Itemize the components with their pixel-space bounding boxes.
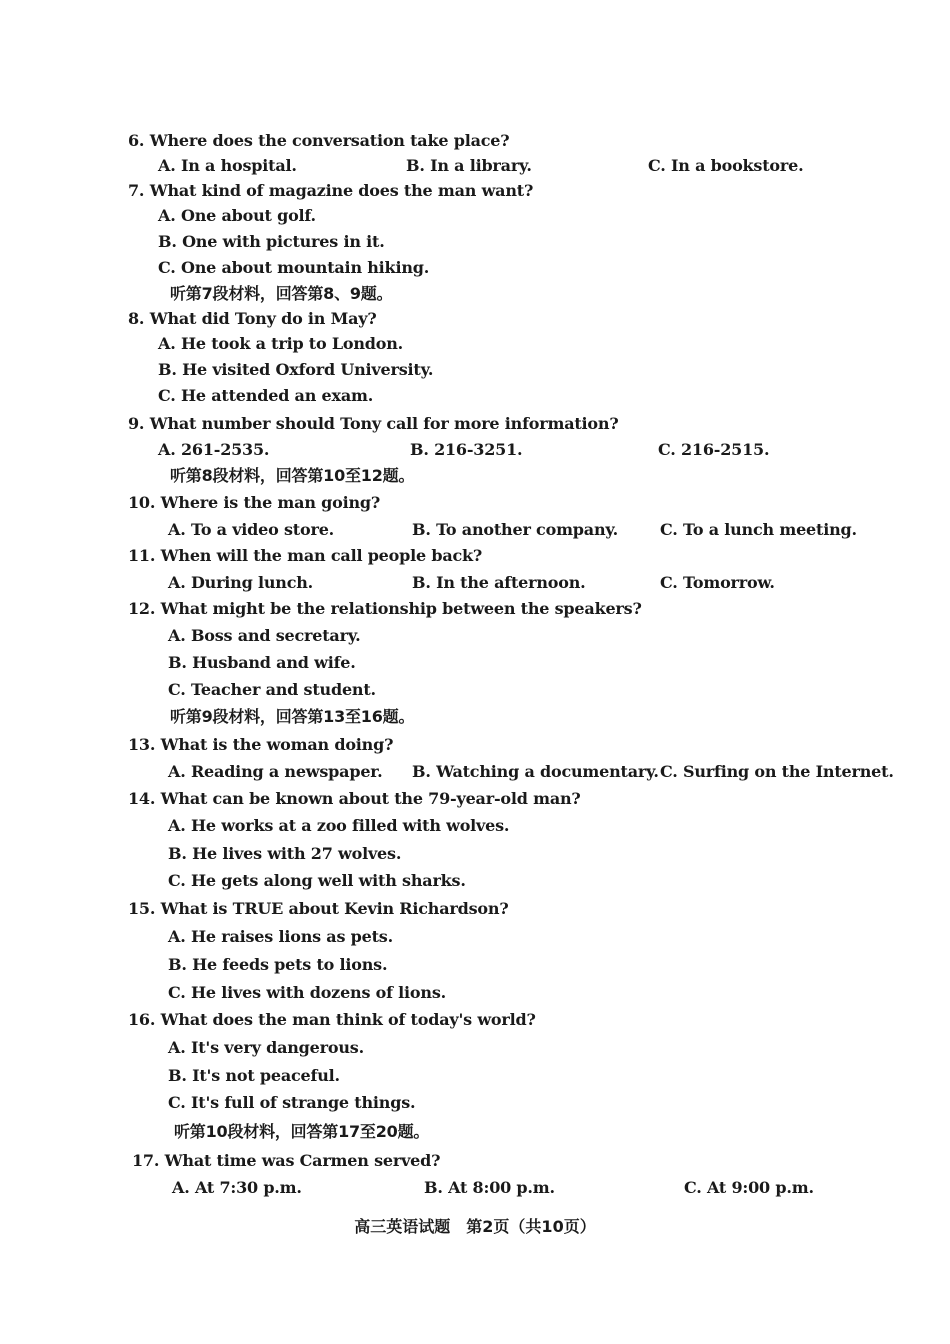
- section-note-8: 听第8段材料，回答第10至12题。: [170, 466, 415, 485]
- option-c: C. In a bookstore.: [648, 156, 804, 175]
- question-number: 11.: [128, 546, 156, 565]
- question-number: 16.: [128, 1010, 156, 1029]
- question-11-stem: [128, 546, 482, 566]
- question-text: Where does the conversation take place?: [149, 131, 510, 150]
- question-13-stem: [128, 735, 393, 755]
- option-c: C. Tomorrow.: [660, 573, 775, 592]
- option-c: C. Surfing on the Internet.: [660, 762, 894, 781]
- option-c: C. To a lunch meeting.: [660, 520, 857, 539]
- question-text: What might be the relationship between the speakers?: [160, 599, 642, 618]
- option-a: A. He took a trip to London.: [158, 334, 404, 353]
- option-c: C. He lives with dozens of lions.: [168, 983, 447, 1002]
- question-14-stem: [128, 789, 581, 809]
- question-text: What can be known about the 79-year-old man?: [160, 789, 581, 808]
- section-note-10: 听第10段材料，回答第17至20题。: [174, 1122, 430, 1141]
- question-text: What does the man think of today's world?: [160, 1010, 536, 1029]
- option-c: C. 216-2515.: [658, 440, 770, 459]
- question-number: 9.: [128, 414, 145, 433]
- section-note-7: 听第7段材料，回答第8、9题。: [170, 284, 393, 303]
- option-b: B. It's not peaceful.: [168, 1066, 340, 1085]
- option-a: A. He works at a zoo filled with wolves.: [168, 816, 510, 835]
- question-number: 15.: [128, 899, 156, 918]
- question-text: What did Tony do in May?: [149, 309, 377, 328]
- question-number: 13.: [128, 735, 156, 754]
- option-a: A. During lunch.: [168, 573, 314, 592]
- question-number: 12.: [128, 599, 156, 618]
- option-a: A. It's very dangerous.: [168, 1038, 364, 1057]
- question-10-stem: [128, 493, 380, 513]
- question-16-stem: [128, 1010, 536, 1030]
- option-b: B. Watching a documentary.: [412, 762, 659, 781]
- option-b: B. To another company.: [412, 520, 619, 539]
- question-number: 7.: [128, 181, 145, 200]
- option-a: A. Reading a newspaper.: [168, 762, 383, 781]
- question-17-stem: [132, 1151, 440, 1171]
- question-text: What is the woman doing?: [160, 735, 394, 754]
- question-number: 10.: [128, 493, 156, 512]
- question-number: 6.: [128, 131, 145, 150]
- question-number: 8.: [128, 309, 145, 328]
- option-b: B. 216-3251.: [410, 440, 523, 459]
- option-b: B. He visited Oxford University.: [158, 360, 434, 379]
- option-b: B. He lives with 27 wolves.: [168, 844, 402, 863]
- option-a: A. To a video store.: [168, 520, 335, 539]
- question-text: What kind of magazine does the man want?: [149, 181, 534, 200]
- question-9-stem: [128, 414, 619, 434]
- option-a: A. One about golf.: [158, 206, 316, 225]
- question-8-stem: [128, 309, 377, 329]
- option-c: C. He attended an exam.: [158, 386, 374, 405]
- option-a: A. In a hospital.: [158, 156, 297, 175]
- question-number: 17.: [132, 1151, 160, 1170]
- option-b: B. In a library.: [406, 156, 532, 175]
- option-c: C. One about mountain hiking.: [158, 258, 430, 277]
- section-note-9: 听第9段材料，回答第13至16题。: [170, 707, 415, 726]
- option-c: C. It's full of strange things.: [168, 1093, 416, 1112]
- question-text: What is TRUE about Kevin Richardson?: [160, 899, 509, 918]
- option-b: B. One with pictures in it.: [158, 232, 385, 251]
- option-a: A. 261-2535.: [158, 440, 270, 459]
- option-a: A. He raises lions as pets.: [168, 927, 393, 946]
- option-b: B. Husband and wife.: [168, 653, 356, 672]
- option-c: C. At 9:00 p.m.: [684, 1178, 814, 1197]
- question-text: When will the man call people back?: [160, 546, 483, 565]
- question-12-stem: [128, 599, 642, 619]
- question-6-stem: [128, 131, 509, 151]
- option-a: A. Boss and secretary.: [168, 626, 361, 645]
- question-text: What time was Carmen served?: [164, 1151, 441, 1170]
- question-15-stem: [128, 899, 509, 919]
- option-b: B. In the afternoon.: [412, 573, 586, 592]
- question-7-stem: [128, 181, 533, 201]
- option-c: C. Teacher and student.: [168, 680, 376, 699]
- page-footer: 高三英语试题 第2页（共10页）: [354, 1217, 596, 1236]
- question-number: 14.: [128, 789, 156, 808]
- option-b: B. At 8:00 p.m.: [424, 1178, 555, 1197]
- question-text: Where is the man going?: [160, 493, 381, 512]
- option-b: B. He feeds pets to lions.: [168, 955, 388, 974]
- option-c: C. He gets along well with sharks.: [168, 871, 466, 890]
- question-text: What number should Tony call for more information?: [149, 414, 619, 433]
- option-a: A. At 7:30 p.m.: [172, 1178, 302, 1197]
